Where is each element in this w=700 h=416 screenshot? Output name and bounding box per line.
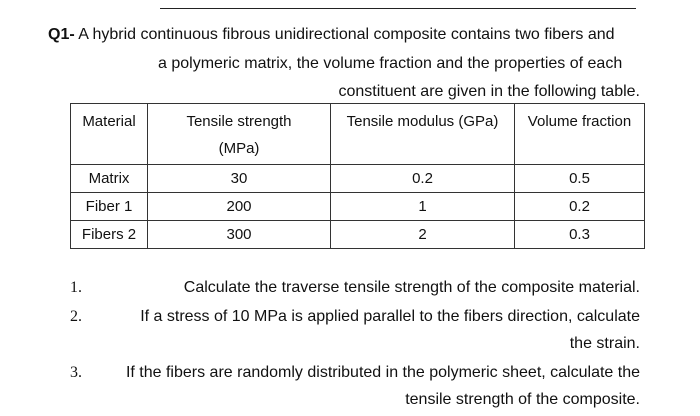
task-2-text-line-2: the strain. bbox=[569, 335, 640, 352]
question-number: Q1- bbox=[48, 26, 75, 43]
task-2-number: 2. bbox=[70, 308, 82, 325]
cell-tensile-strength: 300 bbox=[148, 221, 331, 249]
cell-tensile-strength: 200 bbox=[148, 193, 331, 221]
task-3-text-line-2: tensile strength of the composite. bbox=[405, 391, 640, 408]
cell-material: Matrix bbox=[71, 165, 148, 193]
table-row bbox=[71, 193, 645, 221]
header-tensile-modulus: Tensile modulus (GPa) bbox=[331, 104, 515, 165]
cell-tensile-modulus: 0.2 bbox=[331, 165, 515, 193]
cell-volume-fraction: 0.3 bbox=[515, 221, 645, 249]
task-3-text-line-1: If the fibers are randomly distributed in the polymeric sheet, calculate the bbox=[125, 364, 640, 381]
table-row bbox=[71, 221, 645, 249]
cell-material: Fiber 1 bbox=[71, 193, 148, 221]
task-1-text: Calculate the traverse tensile strength of the composite material. bbox=[183, 279, 640, 296]
table-row bbox=[71, 165, 645, 193]
header-material: Material bbox=[71, 104, 148, 165]
header-tensile-strength-unit: (MPa) bbox=[218, 140, 260, 157]
header-tensile-strength bbox=[148, 104, 331, 165]
cell-tensile-modulus: 1 bbox=[331, 193, 515, 221]
question-line-2: a polymeric matrix, the volume fraction and the properties of each bbox=[158, 55, 623, 72]
question-text-1: A hybrid continuous fibrous unidirectional composite contains two fibers and bbox=[78, 26, 615, 43]
cell-volume-fraction: 0.2 bbox=[515, 193, 645, 221]
cell-tensile-strength: 30 bbox=[148, 165, 331, 193]
task-3-number: 3. bbox=[70, 364, 82, 381]
question-line-3: constituent are given in the following table. bbox=[338, 83, 640, 100]
task-1-number: 1. bbox=[70, 279, 82, 296]
question-line-1 bbox=[48, 25, 615, 45]
cell-material: Fibers 2 bbox=[71, 221, 148, 249]
cell-tensile-modulus: 2 bbox=[331, 221, 515, 249]
table-header-row bbox=[71, 104, 645, 165]
properties-table bbox=[70, 103, 645, 249]
task-2-text-line-1: If a stress of 10 MPa is applied parallel to the fibers direction, calculate bbox=[140, 308, 640, 325]
header-volume-fraction: Volume fraction bbox=[515, 104, 645, 165]
top-rule bbox=[160, 8, 636, 9]
cell-volume-fraction: 0.5 bbox=[515, 165, 645, 193]
header-tensile-strength-label: Tensile strength bbox=[186, 113, 292, 130]
